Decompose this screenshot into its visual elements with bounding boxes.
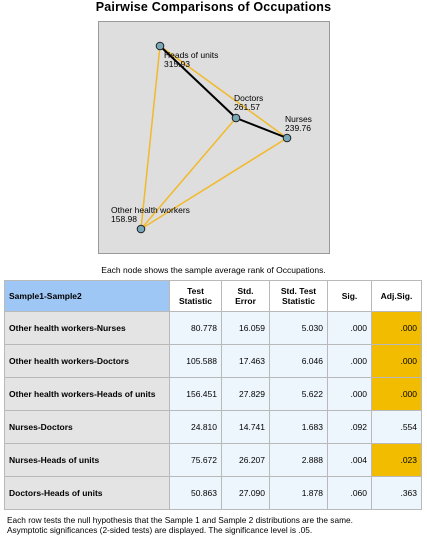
node-ohw [137, 225, 145, 233]
column-header-sig: Sig. [328, 281, 372, 312]
footnote [7, 515, 422, 535]
edges-layer [141, 46, 287, 229]
cell-adj-sig: .000 [372, 312, 422, 345]
cell-sig: .000 [328, 378, 372, 411]
edge-ohw-nurses [141, 138, 287, 229]
node-label-doctors: Doctors [234, 93, 264, 103]
cell-std-test-statistic: 1.683 [270, 411, 328, 444]
cell-test-statistic: 80.778 [170, 312, 222, 345]
node-value-heads: 315.93 [164, 59, 190, 69]
table-row [5, 345, 422, 378]
cell-pair: Nurses-Doctors [5, 411, 170, 444]
edge-doctors-nurses [236, 118, 287, 138]
cell-sig: .092 [328, 411, 372, 444]
cell-adj-sig: .363 [372, 477, 422, 510]
table-header-row [5, 281, 422, 312]
column-header-std-test-statistic: Std. Test Statistic [270, 281, 328, 312]
node-label-heads: Heads of units [164, 50, 219, 60]
cell-std-error: 14.741 [222, 411, 270, 444]
node-label-ohw: Other health workers [111, 205, 190, 215]
table-row [5, 378, 422, 411]
graph-caption: Each node shows the sample average rank of Occupations. [101, 265, 326, 275]
cell-test-statistic: 156.451 [170, 378, 222, 411]
footnote-line-1: Each row tests the null hypothesis that the Sample 1 and Sample 2 distributions are the same. [7, 515, 353, 525]
cell-test-statistic: 75.672 [170, 444, 222, 477]
chart-title: Pairwise Comparisons of Occupations [95, 0, 332, 14]
node-label-nurses: Nurses [285, 114, 312, 124]
cell-std-test-statistic: 6.046 [270, 345, 328, 378]
table-row [5, 312, 422, 345]
footnote-line-2: Asymptotic significances (2-sided tests) are displayed. The significance level is .05. [7, 525, 313, 535]
network-graph-panel [98, 21, 330, 254]
cell-pair: Other health workers-Nurses [5, 312, 170, 345]
node-doctors [232, 114, 240, 122]
table-body [5, 312, 422, 510]
network-graph [99, 22, 329, 253]
cell-sig: .004 [328, 444, 372, 477]
table-row [5, 444, 422, 477]
column-header-pair: Sample1-Sample2 [5, 281, 170, 312]
table-row [5, 411, 422, 444]
cell-adj-sig: .554 [372, 411, 422, 444]
cell-std-error: 26.207 [222, 444, 270, 477]
cell-std-test-statistic: 5.030 [270, 312, 328, 345]
cell-std-test-statistic: 2.888 [270, 444, 328, 477]
cell-adj-sig: .000 [372, 378, 422, 411]
cell-pair: Other health workers-Doctors [5, 345, 170, 378]
edge-ohw-heads [141, 46, 160, 229]
cell-pair: Other health workers-Heads of units [5, 378, 170, 411]
cell-std-error: 16.059 [222, 312, 270, 345]
cell-adj-sig: .023 [372, 444, 422, 477]
column-header-std-error: Std. Error [222, 281, 270, 312]
cell-test-statistic: 105.588 [170, 345, 222, 378]
cell-adj-sig: .000 [372, 345, 422, 378]
cell-std-test-statistic: 5.622 [270, 378, 328, 411]
cell-test-statistic: 50.863 [170, 477, 222, 510]
table-row [5, 477, 422, 510]
cell-std-test-statistic: 1.878 [270, 477, 328, 510]
cell-pair: Doctors-Heads of units [5, 477, 170, 510]
column-header-adj-sig: Adj.Sig. [372, 281, 422, 312]
cell-sig: .060 [328, 477, 372, 510]
cell-std-error: 17.463 [222, 345, 270, 378]
cell-std-error: 27.829 [222, 378, 270, 411]
node-value-ohw: 158.98 [111, 214, 137, 224]
pairwise-comparisons-table [4, 280, 422, 510]
node-value-nurses: 239.76 [285, 123, 311, 133]
nodes-layer [111, 42, 312, 233]
node-heads [156, 42, 164, 50]
column-header-test-statistic: Test Statistic [170, 281, 222, 312]
cell-pair: Nurses-Heads of units [5, 444, 170, 477]
node-nurses [283, 134, 291, 142]
cell-std-error: 27.090 [222, 477, 270, 510]
node-value-doctors: 261.57 [234, 102, 260, 112]
cell-test-statistic: 24.810 [170, 411, 222, 444]
cell-sig: .000 [328, 345, 372, 378]
cell-sig: .000 [328, 312, 372, 345]
